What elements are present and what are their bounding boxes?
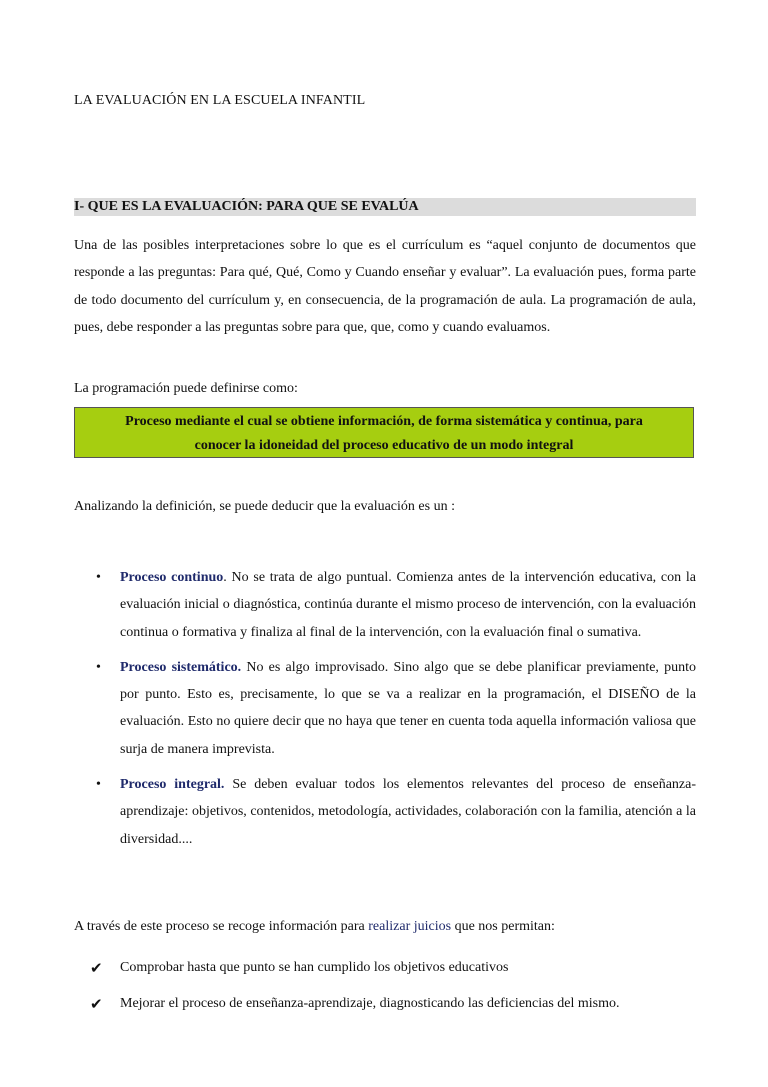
checkmark-icon: ✔ (90, 959, 103, 977)
list-item-text: No es algo improvisado. Sino algo que se debe planificar previamente, punto por punto. Esto es, precisamente, lo que se va a realizar en la programación, el DISEÑO de la evaluación. Esto no quiere decir que no haya que tener en cuenta toda aquella información valiosa que surja de manera imprevista. (120, 659, 696, 757)
list-item-term: Proceso sistemático. (120, 659, 242, 675)
bullet-icon: • (96, 777, 101, 793)
through-line-after: que nos permitan: (451, 919, 555, 934)
document-title: LA EVALUACIÓN EN LA ESCUELA INFANTIL (74, 93, 366, 108)
check-list (74, 955, 696, 1027)
process-list (74, 564, 696, 861)
check-item-text: Comprobar hasta que punto se han cumplido los objetivos educativos (120, 960, 509, 975)
definition-line-2: conocer la idoneidad del proceso educativo de un modo integral (194, 438, 574, 453)
intro-paragraph: Una de las posibles interpretaciones sobre lo que es el currículum es “aquel conjunto de documentos que responde a las preguntas: Para qué, Qué, Como y Cuando enseñar y evaluar”. La evaluación pues, forma parte de todo documento del currículum y, en consecuencia, de la programación de aula. La programación de aula, pues, debe responder a las preguntas sobre para que, que, como y cuando evaluamos. (74, 238, 696, 335)
list-item (74, 991, 696, 1017)
list-item-text: . No se trata de algo puntual. Comienza antes de la intervención educativa, con la evaluación inicial o diagnóstica, continúa durante el mismo proceso de intervención, con la evaluación continua o formativa y finaliza al final de la intervención, con la evaluación final o sumativa. (120, 570, 696, 640)
list-item-term: Proceso continuo (120, 570, 224, 585)
checkmark-icon: ✔ (90, 995, 103, 1013)
through-line-before: A través de este proceso se recoge información para (74, 919, 369, 934)
section-heading: I- QUE ES LA EVALUACIÓN: PARA QUE SE EVALÚA (74, 198, 696, 216)
check-item-text: Mejorar el proceso de enseñanza-aprendizaje, diagnosticando las deficiencias del mismo. (120, 996, 620, 1011)
bullet-icon: • (96, 570, 101, 585)
list-item (74, 955, 696, 981)
list-item (74, 564, 696, 646)
list-item-text: Se deben evaluar todos los elementos relevantes del proceso de enseñanza-aprendizaje: objetivos, contenidos, metodología, actividades, colaboración con la familia, atención a la diversidad.... (120, 777, 696, 847)
realizar-juicios-link[interactable]: realizar juicios (368, 919, 452, 934)
bullet-icon: • (96, 659, 101, 675)
definition-line-1: Proceso mediante el cual se obtiene información, de forma sistemática y continua, para (125, 414, 643, 429)
list-item (74, 771, 696, 853)
list-item (74, 654, 696, 763)
through-line (74, 914, 696, 940)
analysis-line: Analizando la definición, se puede deducir que la evaluación es un : (74, 499, 455, 514)
list-item-term: Proceso integral. (120, 777, 225, 793)
definition-intro: La programación puede definirse como: (74, 381, 298, 396)
definition-box (74, 407, 694, 458)
